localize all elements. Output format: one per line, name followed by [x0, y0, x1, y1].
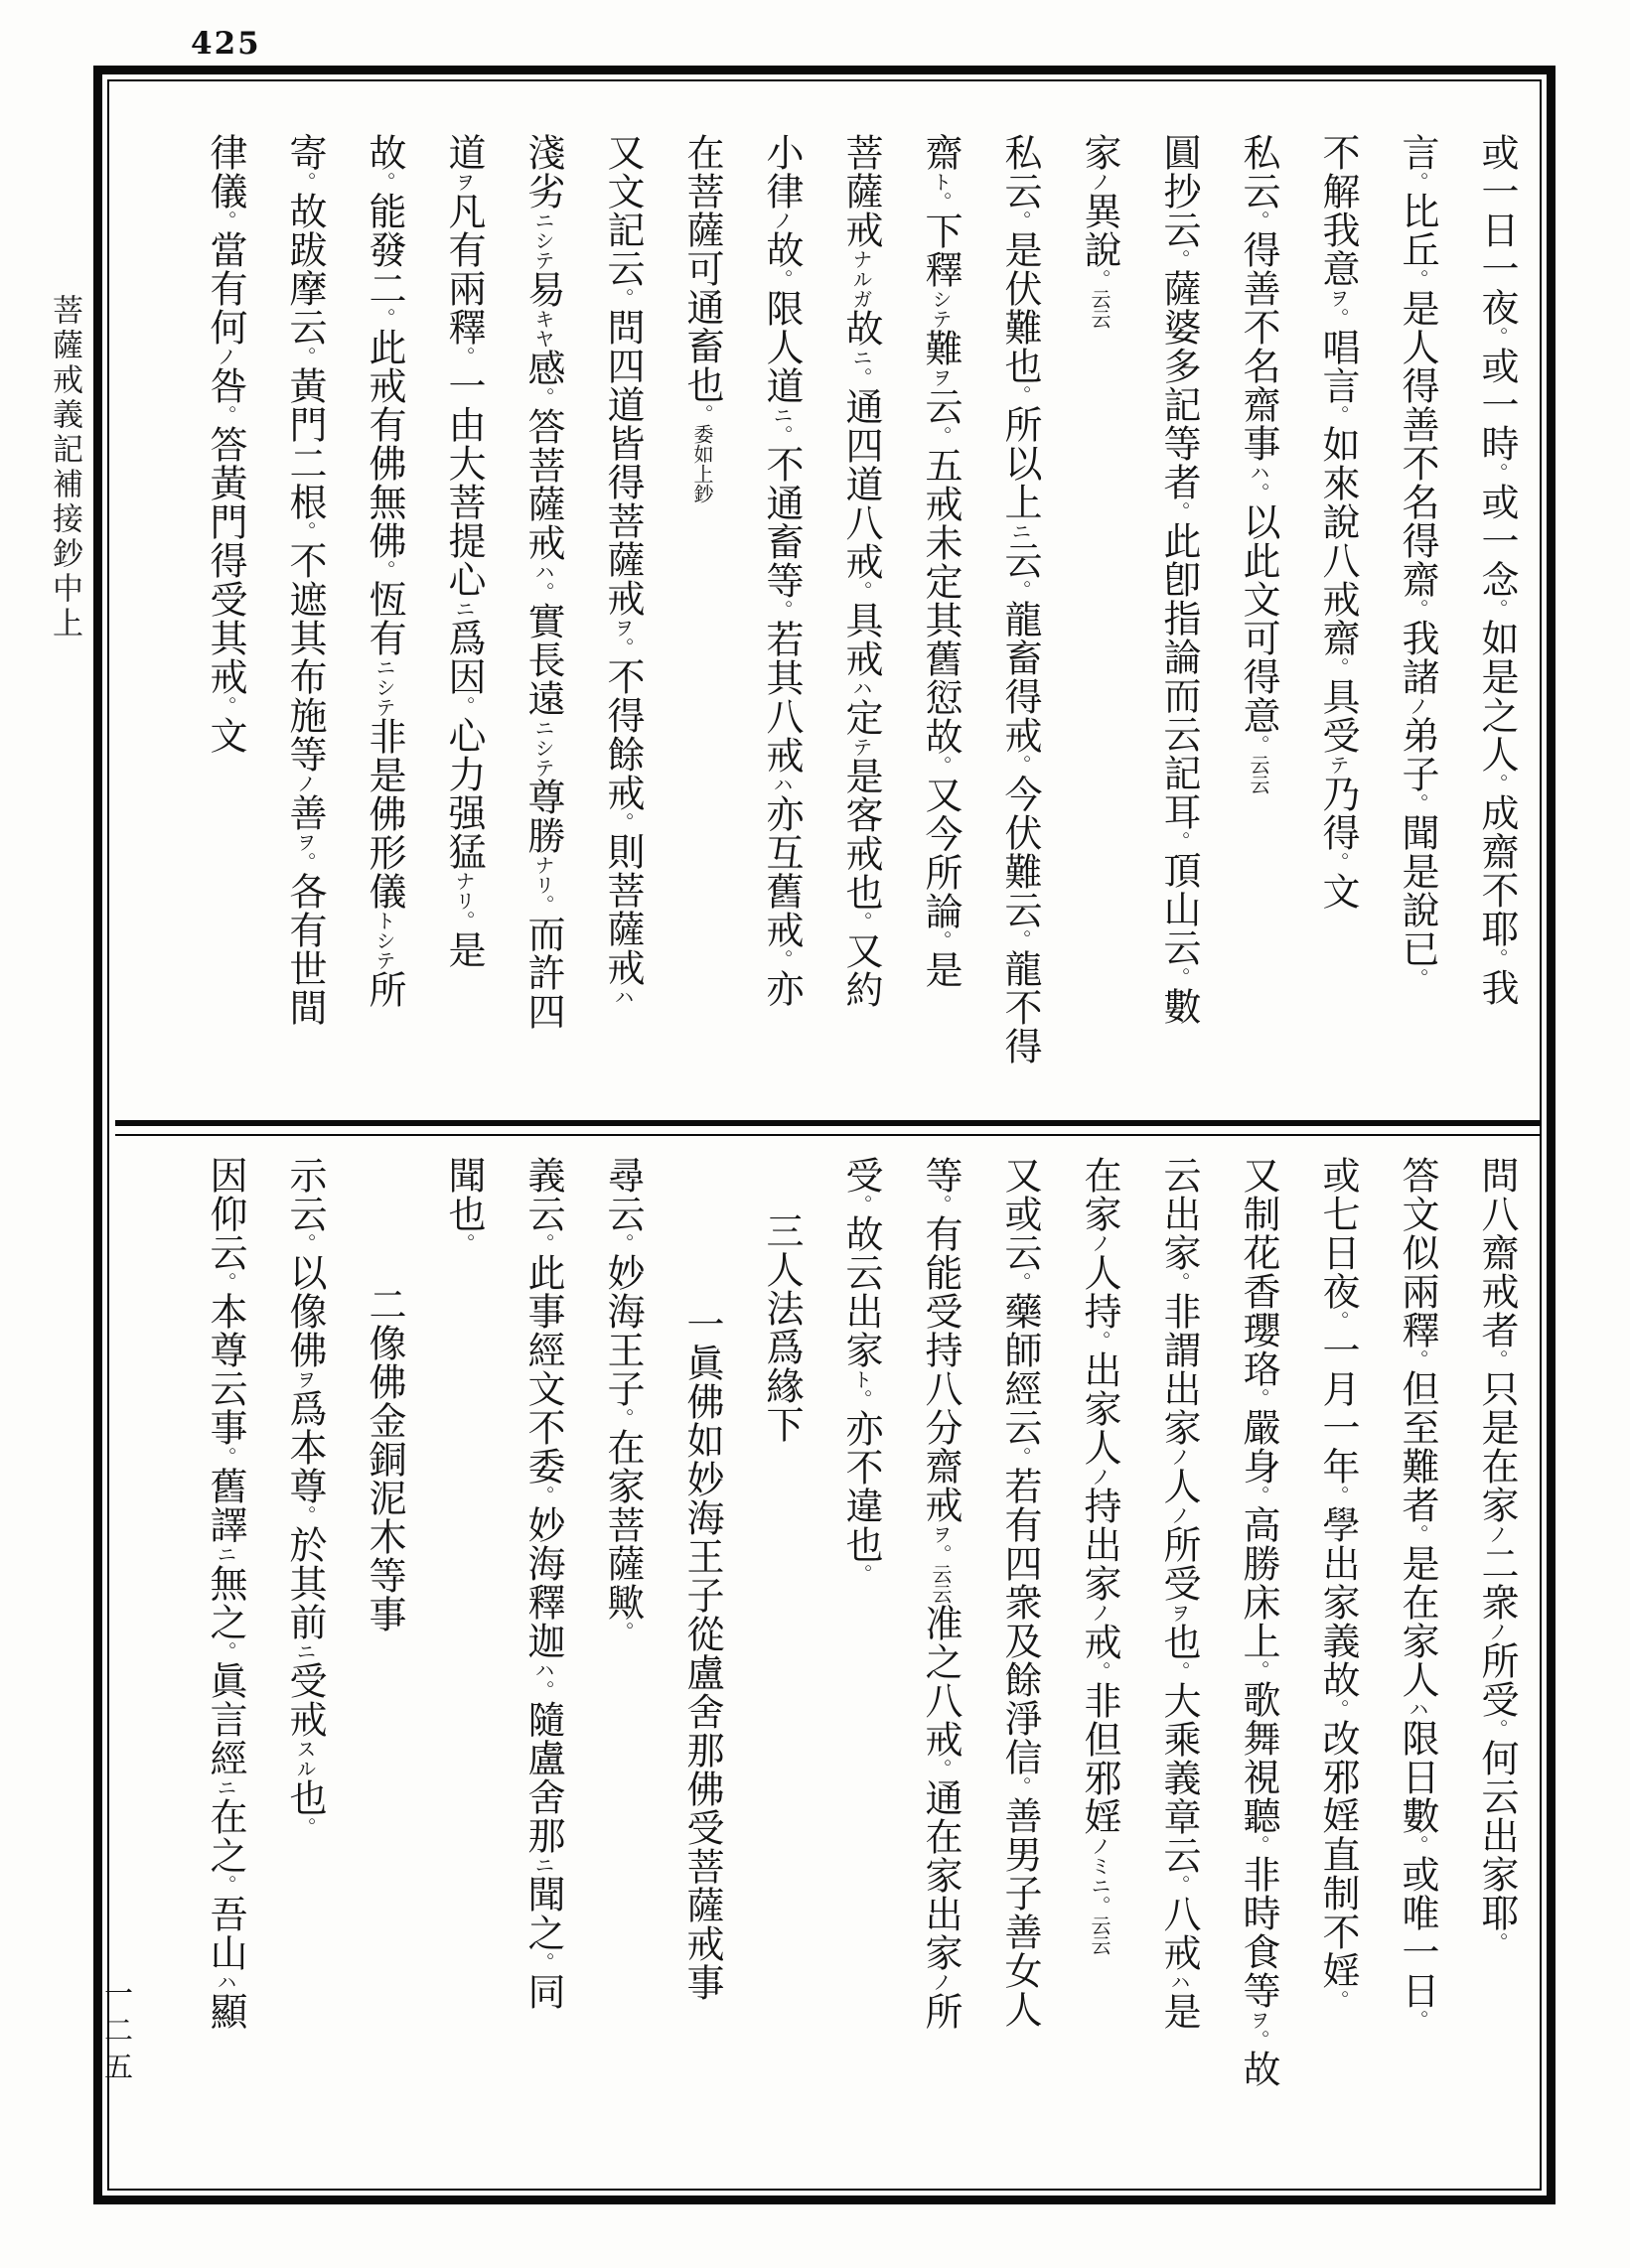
text-column: 等。有能受持八分齋戒ヲ。云云准之八戒。通在家出家ノ所 — [919, 1156, 961, 2031]
text-column: 又制花香瓔珞。嚴身。高勝床上。歌舞視聽。非時食等ヲ。故 — [1237, 1156, 1278, 2088]
section-divider-thin-rule — [115, 1134, 1542, 1136]
text-column: 菩薩戒ナルガ故ニ。通四道八戒。具戒ハ定テ是客戒也。又約 — [839, 133, 881, 1009]
text-column: 又或云。藥師經云。若有四衆及餘淨信。善男子善女人 — [998, 1156, 1040, 2029]
text-column: 受。故云出家ト。亦不違也。 — [839, 1156, 881, 1584]
text-column: 在菩薩可通畜也。委如上鈔 — [680, 133, 722, 503]
text-column: 在家ノ人持。出家人ノ持出家ノ戒。非但邪婬ノミニ。云云 — [1078, 1156, 1119, 1955]
section-heading-three-person-dharma: 三人法爲緣下 — [760, 1211, 802, 1444]
text-column: 又文記云。問四道皆得菩薩戒ヲ。不得餘戒。則菩薩戒ハ — [601, 133, 643, 1007]
text-column: 示云。以像佛ヲ爲本尊。於其前ニ受戒スル也。 — [283, 1156, 325, 1837]
text-column: 聞也。 — [442, 1156, 484, 1253]
text-column: 或七日夜。一月一年。學出家義故。改邪婬直制不婬。 — [1316, 1156, 1358, 2010]
text-column: 云出家。非謂出家ノ人ノ所受ヲ也。大乘義章云。八戒ハ是 — [1157, 1156, 1199, 2031]
kanbun-text-block-upper — [125, 133, 1536, 1116]
section-heading-true-buddha-item: 一眞佛如妙海王子從盧舍那佛受菩薩戒事 — [680, 1305, 722, 2002]
volume-spine-label: 菩薩戒義記補接鈔中上 — [48, 294, 82, 641]
page-number: 425 — [191, 26, 261, 62]
text-column: 齋ト。下釋シテ難ヲ云。五戒未定其舊愆故。又今所論。是 — [919, 133, 961, 989]
kanbun-text-block-lower — [125, 1156, 1536, 2181]
text-column: 寄。故跋摩云。黃門二根。不遮其布施等ノ善ヲ。各有世間 — [283, 133, 325, 1027]
text-column: 答文似兩釋。但至難者。是在家人ハ限日數。或唯一日。 — [1396, 1156, 1437, 2030]
text-column: 私云。是伏難也。所以上ニ云。龍畜得戒。今伏難云。龍不得 — [998, 133, 1040, 1065]
text-column: 圓抄云。薩婆多記等者。此卽指論而云記耳。頂山云。數 — [1157, 133, 1199, 1026]
text-column: 故。能發二。此戒有佛無佛。恆有ニシテ非是佛形儀トシテ所 — [363, 133, 404, 1009]
text-column: 私云。得善不名齋事ハ。以此文可得意。云云 — [1237, 133, 1278, 794]
text-column: 或一日一夜。或一時。或一念。如是之人。成齋不耶。我 — [1475, 133, 1517, 1007]
text-column: 問八齋戒者。只是在家ノ二衆ノ所受。何云出家耶。 — [1475, 1156, 1517, 1952]
leaf-number: 一二五 — [100, 1978, 132, 2088]
text-column: 義云。此事經文不委。妙海釋迦ハ。隨盧舍那ニ聞之。同 — [521, 1156, 563, 2011]
section-divider-thick-rule — [115, 1120, 1542, 1126]
text-column: 因仰云。本尊云事。舊譯ニ無之。眞言經ニ在之。吾山ハ顯 — [204, 1156, 245, 2031]
section-heading-image-buddha-item: 二像佛金銅泥木等事 — [363, 1285, 404, 1633]
text-column: 言。比丘。是人得善不名得齋。我諸ノ弟子。聞是說已。 — [1396, 133, 1437, 988]
text-column: 不解我意ヲ。唱言。如來說八戒齋。具受テ乃得。文 — [1316, 133, 1358, 911]
text-column: 道ヲ凡有兩釋。一由大菩提心ニ爲因。心力强猛ナリ。是 — [442, 133, 484, 969]
text-column: 家ノ異說。云云 — [1078, 133, 1119, 329]
text-column: 尋云。妙海王子。在家菩薩歟。 — [601, 1156, 643, 1641]
text-column: 淺劣ニシテ易キヤ感。答菩薩戒ハ。實長遠ニシテ尊勝ナリ。而許四 — [521, 133, 563, 1031]
text-column: 律儀。當有何ノ咎。答黃門得受其戒。文 — [204, 133, 245, 755]
text-column: 小律ノ故。限人道ニ。不通畜等。若其八戒ハ亦互舊戒。亦 — [760, 133, 802, 1008]
